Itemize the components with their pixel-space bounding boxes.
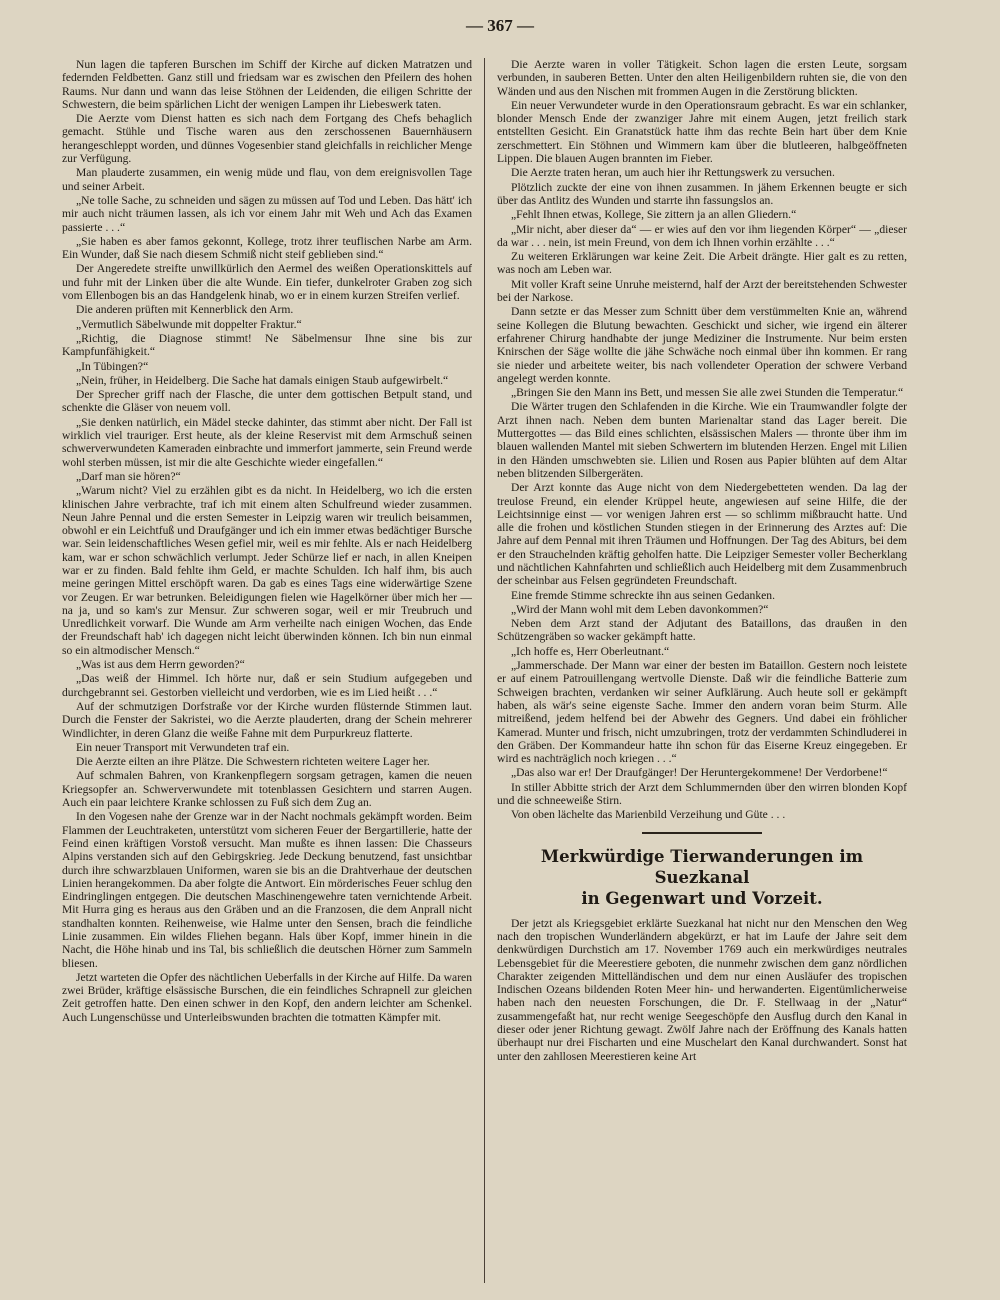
paragraph: Plötzlich zuckte der eine von ihnen zusammen. In jähem Erkennen beugte er sich über das Antlitz des Wunden und starrte ihn fassungslos an. xyxy=(497,180,907,207)
paragraph: Nun lagen die tapferen Burschen im Schiff der Kirche auf dicken Matratzen und federnden Feldbetten. Ganz still und friedsam war es zwischen den Pfeilern des hohen Raums. Nur dann und wann das leise Stöhnen der Leidenden, die eiligen Schritte der Schwestern, die beim spärlichen Licht der wenigen Lampen ihr Liebeswerk taten. xyxy=(62,58,472,111)
paragraph: Der jetzt als Kriegsgebiet erklärte Suezkanal hat nicht nur den Menschen den Weg nach den tropischen Wunderländern abgekürzt, er hat im Laufe der Jahre seit dem denkwürdigen Durchstich am 17. November 1769 auch ein merkwürdiges neutrales Lebensgebiet für die Meerestiere geboten, die nunmehr zwischen dem ganz nördlichen Charakter zeigenden Mittelländischen und dem nur einen Ausläufer des tropischen Indischen Ozeans bildenden Roten Meer hin- und herwanderten. Eigentümlicherweise haben nach den neuesten Forschungen, die Dr. F. Stellwaag in der „Natur“ zusammengefaßt hat, nur recht wenige Seegeschöpfe den Ausflug durch den Kanal in dieser oder jener Richtung gewagt. Zwölf Jahre nach der Eröffnung des Kanals hatten überhaupt nur drei Fischarten und eine Muschelart den Kanal durchwandert. Sonst hat unter den zahllosen Meerestieren keine Art xyxy=(497,916,907,1063)
article-title-line-1: Merkwürdige Tierwanderungen im Suezkanal xyxy=(540,846,864,887)
section-divider xyxy=(642,832,762,834)
paragraph: Die Aerzte vom Dienst hatten es sich nach dem Fortgang des Chefs behaglich gemacht. Stühle und Tische waren aus den zerschossenen Bauernhäusern herangeschleppt worden, und dünnes Vogesenbier stand gleichfalls in reichlicher Menge zur Verfügung. xyxy=(62,112,472,166)
right-column xyxy=(497,58,907,1286)
paragraph: „Darf man sie hören?“ xyxy=(76,469,181,483)
paragraph: Der Sprecher griff nach der Flasche, die unter dem gottischen Betpult stand, und schenkte die Gläser von neuem voll. xyxy=(62,388,472,415)
paragraph: „Vermutlich Säbelwunde mit doppelter Fraktur.“ xyxy=(76,317,302,331)
paragraph: „Mir nicht, aber dieser da“ — er wies auf den vor ihm liegenden Körper“ — „dieser da war . . . nein, ist mein Freund, von dem ich Ihnen vorhin erzählte . . .“ xyxy=(497,222,907,249)
paragraph: Dann setzte er das Messer zum Schnitt über dem verstümmelten Knie an, während seine Kollegen die Blutung bewachten. Geschickt und sicher, wie irgend ein älterer erfahrener Chirurg handhabte der junge Mediziner die Instrumente. Nur beim ersten Knirschen der Säge wollte die jähe Schwäche noch einmal über ihn kommen. Er rang sie nieder und arbeitete weiter, bis nach vollendeter Operation der schwere Verband angelegt werden konnte. xyxy=(497,305,907,385)
paragraph: „Jammerschade. Der Mann war einer der besten im Bataillon. Gestern noch leistete er auf einem Patrouillengang wertvolle Dienste. Daß wir die feindliche Batterie zum Schweigen brachten, verdanken wir seiner Aufklärung. Auch heute soll er gekämpft haben, als wär's seine eigenste Sache. Immer den andern voran beim Sturm. Alle mitreißend, jedem helfend bei der Abwehr des Gegners. Und dabei ein fröhlicher Kamerad. Munter und frisch, nicht umzubringen, trotz der verdammten Schindluderei in den Gräben. Der Kommandeur hatte ihn schon für das Eiserne Kreuz eingegeben. Er wird es nachträglich noch kriegen . . .“ xyxy=(497,659,907,766)
paragraph: Jetzt warteten die Opfer des nächtlichen Ueberfalls in der Kirche auf Hilfe. Da waren zwei Brüder, kräftige elsässische Burschen, die ein feindliches Schrapnell zur gleichen Zeit getroffen hatte. Den einen schwer in den Kopf, den andern leichter am Schenkel. Auch Lungenschüsse und Unterleibswunden brachten die totmatten Kämpfer mit. xyxy=(62,970,472,1024)
paragraph: Von oben lächelte das Marienbild Verzeihung und Güte . . . xyxy=(511,808,786,822)
paragraph: „In Tübingen?“ xyxy=(76,359,149,373)
paragraph: „Nein, früher, in Heidelberg. Die Sache hat damals einigen Staub aufgewirbelt.“ xyxy=(76,373,449,387)
article-body xyxy=(497,917,907,1063)
paragraph: Die anderen prüften mit Kennerblick den Arm. xyxy=(76,303,294,317)
paragraph: Zu weiteren Erklärungen war keine Zeit. Die Arbeit drängte. Hier galt es zu retten, was noch am Leben war. xyxy=(497,250,907,277)
paragraph: Die Wärter trugen den Schlafenden in die Kirche. Wie ein Traumwandler folgte der Arzt ihnen nach. Neben dem bunten Marienaltar stand das Lager bereit. Die Muttergottes — das Bild eines schlichten, elsässischen Malers — thronte über ihm im blauen wallenden Mantel mit sieben Schwertern im blutenden Herzen. Engel mit Lilien in den Händen umschwebten sie. Lilien und Rosen aus Papier blühten auf dem Altar neben blitzenden Silbergeräten. xyxy=(497,400,907,480)
paragraph: Die Aerzte traten heran, um auch hier ihr Rettungswerk zu versuchen. xyxy=(511,166,835,180)
paragraph: In den Vogesen nahe der Grenze war in der Nacht nochmals gekämpft worden. Beim Flammen der Leuchtraketen, unterstützt vom sicheren Feuer der Bergartillerie, hatte der Feind einen kräftigen Vorstoß versucht. Man mußte es ihnen lassen: Die Chasseurs Alpins verstanden sich auf den Gebirgskrieg. Jede Deckung benutzend, fast unsichtbar durch ihre schwarzblauen Uniformen, waren sie bis an die Drahtverhaue der deutschen Linien herangekommen. Da aber folgte die Antwort. Ein mörderisches Feuer schlug den Eindringlingen entgegen. Die deutschen Maschinengewehre taten vernichtende Arbeit. Mit Hurra ging es heraus aus den Gräben und an die Franzosen, die dem Anprall nicht standhalten konnten. Reihenweise, wie Halme unter den Sensen, brach die feindliche Linie zusammen. Ein wildes Fliehen begann. Hals über Kopf, immer hinein in die Nacht, die Höhe hinab und ins Tal, bis schließlich die deutschen Hörner zum Sammeln bliesen. xyxy=(62,810,472,970)
paragraph: „Sie haben es aber famos gekonnt, Kollege, trotz ihrer teuflischen Narbe am Arm. Ein Wunder, daß Sie nach diesem Schmiß nicht steif geblieben sind.“ xyxy=(62,234,472,262)
page-number: — 367 — xyxy=(466,16,534,35)
paragraph: Neben dem Arzt stand der Adjutant des Bataillons, das draußen in den Schützengräben so wacker gekämpft hatte. xyxy=(497,617,907,644)
paragraph: „Das weiß der Himmel. Ich hörte nur, daß er sein Studium aufgegeben und durchgebrannt sei. Gestorben vielleicht und verdorben, wie es im Lied heißt . . .“ xyxy=(62,672,472,699)
paragraph: „Warum nicht? Viel zu erzählen gibt es da nicht. In Heidelberg, wo ich die ersten klinischen Jahre verbrachte, traf ich mit einem alten Schulfreund wieder zusammen. Neun Jahre Pennal und die ersten Semester in Leipzig waren wir treulich beisammen, obwohl er ein Leichtfuß und Draufgänger und ich ein immer etwas bedächtiger Bursche war. Sein leidenschaftliches Wesen gefiel mir, weil es mir fehlte. Als er nach Heidelberg kam, war er schon schwächlich verlumpt. Jeder Schürze lief er nach, in allen Kneipen war er zu finden. Bald fehlte ihm Geld, er machte Schulden. Ich half ihm, bis auch meine geringen Mittel erschöpft waren. Da gab es eines Tags eine widerwärtige Szene vor Zeugen. Er war betrunken. Beleidigungen fielen wie Hagelkörner über mich her — na ja, und so kam's zur Mensur. Zur schweren sogar, weil er mir Treubruch und Unredlichkeit vorwarf. Die Wunde am Arm verheilte nach einigen Wochen, das Ende der Freundschaft hab' ich dagegen nicht leicht überwinden können. Ich bin nun einmal so ein altmodischer Mensch.“ xyxy=(62,484,472,657)
left-column xyxy=(62,58,472,1286)
paragraph: Ein neuer Transport mit Verwundeten traf ein. xyxy=(76,740,290,754)
paragraph: Die Aerzte eilten an ihre Plätze. Die Schwestern richteten weitere Lager her. xyxy=(76,755,430,769)
paragraph: „Ich hoffe es, Herr Oberleutnant.“ xyxy=(511,644,670,658)
paragraph: „Ne tolle Sache, zu schneiden und sägen zu müssen auf Tod und Leben. Das hätt' ich mir auch nicht träumen lassen, als ich vor einem Jahr mit Weh und Ach das Examen passierte . . .“ xyxy=(62,193,472,234)
paragraph: Auf schmalen Bahren, von Krankenpflegern sorgsam getragen, kamen die neuen Kriegsopfer an. Schwerverwundete mit totenblassen Gesichtern und starren Augen. Auch ein paar leichtere Kranke schlossen zu Fuß sich dem Zug an. xyxy=(62,769,472,810)
paragraph: Auf der schmutzigen Dorfstraße vor der Kirche wurden flüsternde Stimmen laut. Durch die Fenster der Sakristei, wo die Aerzte plauderten, drang der Schein mehrerer Windlichter, in deren Glanz die weiße Fahne mit dem Purpurkreuz flatterte. xyxy=(62,699,472,740)
column-divider xyxy=(484,58,485,1283)
paragraph: Man plauderte zusammen, ein wenig müde und flau, von dem ereignisvollen Tage und seiner Arbeit. xyxy=(62,166,472,193)
paragraph: „Wird der Mann wohl mit dem Leben davonkommen?“ xyxy=(511,602,769,616)
paragraph: „Richtig, die Diagnose stimmt! Ne Säbelmensur Ihne sine bis zur Kampfunfähigkeit.“ xyxy=(62,331,472,359)
paragraph: Die Aerzte waren in voller Tätigkeit. Schon lagen die ersten Leute, sorgsam verbunden, in sauberen Betten. Unter den alten Heiligenbildern ruhten sie, die von den Wänden und aus den Nischen mit frommen Augen in die Zerstörung blickten. xyxy=(497,58,907,98)
paragraph: Ein neuer Verwundeter wurde in den Operationsraum gebracht. Es war ein schlanker, blonder Mensch Ende der zwanziger Jahre mit einem Augen, jetzt freilich stark entstellten Gesicht. Ein Granatstück hatte ihm das rechte Bein hart über dem Knie zerschmettert. Ein Stöhnen und Wimmern kam über die blutleeren, halbgeöffneten Lippen. Die blauen Augen brannten im Fieber. xyxy=(497,98,907,166)
paragraph: Der Arzt konnte das Auge nicht von dem Niedergebetteten wenden. Da lag der treulose Freund, ein elender Krüppel heute, angewiesen auf seine Hilfe, die der Leichtsinnige einst — vor wenigen Jahren erst — so schlimm mißbraucht hatte. Und alle die frohen und köstlichen Stunden stiegen in der Erinnerung des Arztes auf: Die Jahre auf dem Pennal mit ihren Träumen und Hoffnungen. Der Tag des Abiturs, bei dem er den Strauchelnden kräftig geholfen hatte. Die Leipziger Semester voller Becherklang und nächtlichen Kahnfahrten und schließlich auch Heidelberg mit dem Zusammenbruch der scheinbar aus Felsen gegründeten Freundschaft. xyxy=(497,481,907,588)
article-title-line-2: in Gegenwart und Vorzeit. xyxy=(581,888,823,908)
paragraph: In stiller Abbitte strich der Arzt dem Schlummernden über den wirren blonden Kopf und die schneeweiße Stirn. xyxy=(497,780,907,808)
article-title xyxy=(497,846,907,909)
paragraph: Der Angeredete streifte unwillkürlich den Aermel des weißen Operationskittels auf und fuhr mit der Linken über die alte Wunde. Ein tiefer, dunkelroter Graben zog sich vom Ellenbogen bis an das Handgelenk hinab, wo er in einem kurzen Streifen verlief. xyxy=(62,262,472,303)
paragraph: „Das also war er! Der Draufgänger! Der Heruntergekommene! Der Verdorbene!“ xyxy=(511,766,888,780)
paragraph: „Fehlt Ihnen etwas, Kollege, Sie zittern ja an allen Gliedern.“ xyxy=(511,208,797,222)
paragraph: Eine fremde Stimme schreckte ihn aus seinen Gedanken. xyxy=(511,588,775,602)
story-continuation xyxy=(497,58,907,822)
paragraph: „Sie denken natürlich, ein Mädel stecke dahinter, das stimmt aber nicht. Der Fall ist wirklich viel trauriger. Erst heute, als der kleine Reservist mit dem Armschuß seinen schwerverwundeten Kameraden einbrachte und immerfort jammerte, sein Freund werde wohl sterben müssen, ist mir die alte Geschichte wieder eingefallen.“ xyxy=(62,415,472,469)
paragraph: „Was ist aus dem Herrn geworden?“ xyxy=(76,658,245,672)
paragraph: „Bringen Sie den Mann ins Bett, und messen Sie alle zwei Stunden die Temperatur.“ xyxy=(511,386,904,400)
paragraph: Mit voller Kraft seine Unruhe meisternd, half der Arzt der bereitstehenden Schwester bei der Narkose. xyxy=(497,277,907,305)
